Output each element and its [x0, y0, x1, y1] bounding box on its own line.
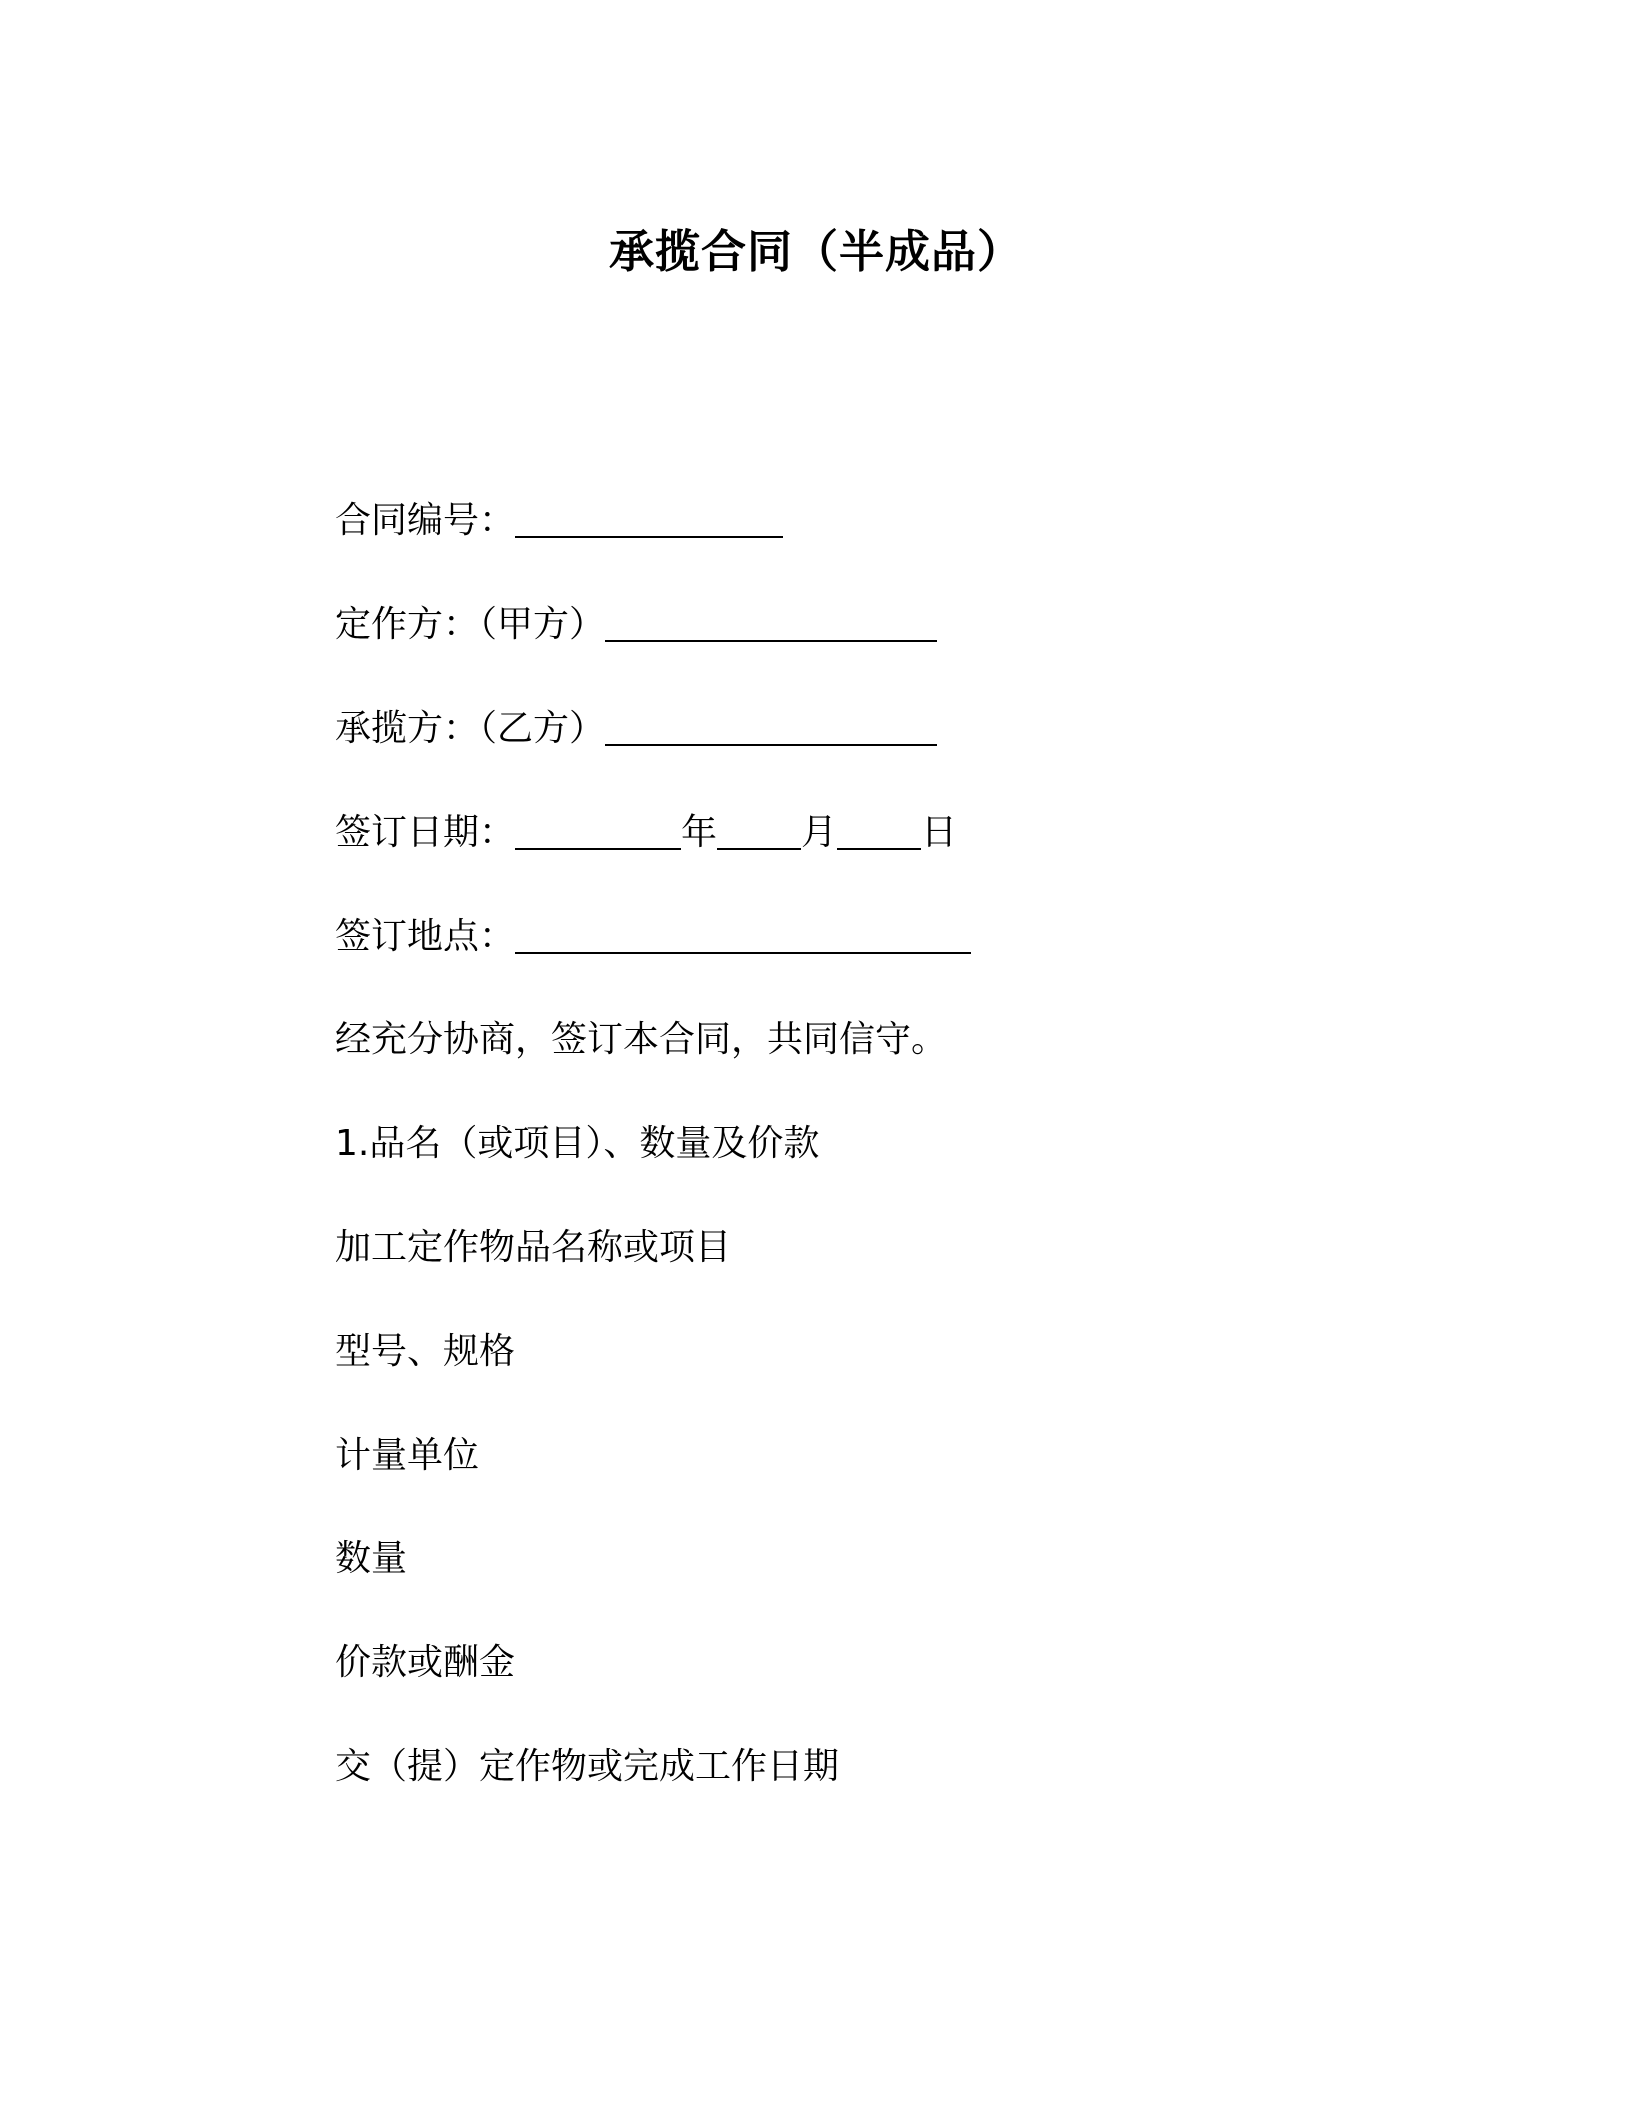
contract-number-blank[interactable]: [515, 500, 783, 538]
undertaker-blank[interactable]: [605, 708, 937, 746]
document-title: 承揽合同（半成品）: [608, 225, 1023, 278]
undertaker-label: 承揽方：（乙方）: [335, 708, 606, 749]
sign-place-label: 签订地点：: [335, 916, 516, 957]
contractor-label: 定作方：（甲方）: [335, 604, 606, 645]
sign-place-line: [335, 910, 971, 964]
undertaker-line: [335, 702, 937, 756]
contractor-line: [335, 598, 937, 652]
year-label: 年: [681, 812, 718, 853]
item-name-line: 加工定作物品名称或项目: [335, 1227, 732, 1268]
item-spec-line: 型号、规格: [335, 1331, 516, 1372]
day-blank[interactable]: [837, 812, 921, 850]
contractor-blank[interactable]: [605, 604, 937, 642]
month-label: 月: [801, 812, 838, 853]
sign-place-blank[interactable]: [515, 916, 971, 954]
sign-date-line: [335, 806, 957, 860]
sign-date-label: 签订日期：: [335, 812, 516, 853]
item-price-line: 价款或酬金: [335, 1642, 516, 1683]
item-quantity-line: 数量: [335, 1538, 408, 1579]
agreement-statement: 经充分协商，签订本合同，共同信守。: [335, 1019, 948, 1060]
month-blank[interactable]: [717, 812, 801, 850]
contract-number-label: 合同编号：: [335, 500, 516, 541]
contract-number-line: [335, 494, 783, 548]
day-label: 日: [921, 812, 958, 853]
item-unit-line: 计量单位: [335, 1435, 480, 1476]
item-delivery-date-line: 交（提）定作物或完成工作日期: [335, 1746, 840, 1787]
year-blank[interactable]: [515, 812, 681, 850]
section-1-heading: 1.品名（或项目）、数量及价款: [335, 1123, 820, 1164]
